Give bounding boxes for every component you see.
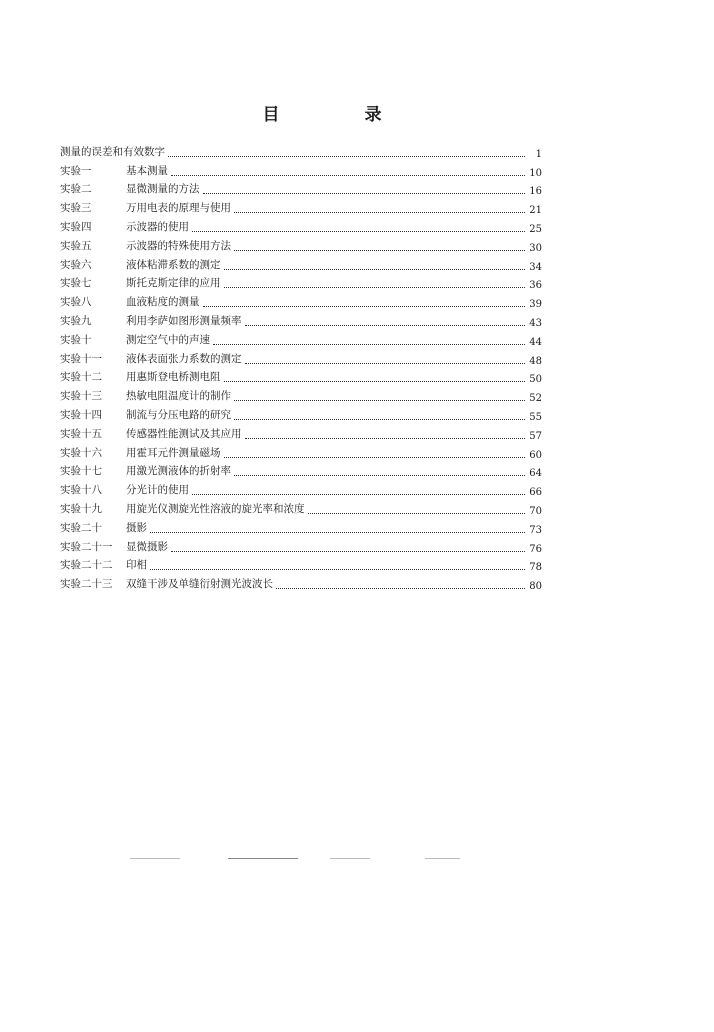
toc-entry-label: [60, 353, 242, 366]
toc-entry-title: 印相: [126, 559, 147, 572]
toc-entry-label: [60, 371, 221, 384]
toc-entry-label: [60, 202, 231, 215]
toc-entry-title: 用激光测液体的折射率: [126, 465, 231, 478]
toc-entry-label: [60, 428, 242, 441]
toc-entry-title: 用霍耳元件测量磁场: [126, 446, 221, 459]
dot-leader: [224, 276, 526, 288]
dot-leader: [245, 427, 526, 439]
toc-entry-title: 测定空气中的声速: [126, 333, 210, 346]
toc-entry-label: [60, 390, 231, 403]
toc-entry: [60, 441, 542, 460]
scan-artifact-line: [228, 858, 298, 859]
toc-entry-page: 21: [529, 205, 542, 217]
toc-entry: [60, 196, 542, 215]
toc-entry-title: 示波器的特殊使用方法: [126, 239, 231, 252]
toc-entry: [60, 535, 542, 554]
toc-entry-number: 实验六: [60, 258, 92, 271]
toc-entry-label: [60, 296, 200, 309]
toc-entry-title: 传感器性能测试及其应用: [126, 427, 242, 440]
toc-entry-label: [60, 409, 231, 422]
toc-entry-title: 血液粘度的测量: [126, 296, 200, 309]
dot-leader: [234, 239, 525, 251]
toc-entry-page: 57: [529, 430, 542, 442]
toc-entry-page: 48: [529, 355, 542, 367]
dot-leader: [150, 558, 525, 570]
toc-entry-number: 实验四: [60, 220, 92, 233]
toc-entry-title: 用旋光仪测旋光性溶液的旋光率和浓度: [126, 502, 305, 515]
toc-entry-number: 实验二: [60, 183, 92, 196]
toc-entry-label: [60, 484, 189, 497]
scan-artifact-line: [330, 858, 370, 859]
toc-entry-label: [60, 165, 168, 178]
toc-entry: [60, 253, 542, 272]
toc-entry-title: 用惠斯登电桥测电阻: [126, 371, 221, 384]
toc-entry-number: 实验二十三: [60, 578, 113, 591]
toc-entry-page: 76: [529, 543, 542, 555]
toc-entry-number: 实验五: [60, 239, 92, 252]
toc-entry-label: [60, 146, 165, 159]
toc-entry-number: 实验十三: [60, 390, 102, 403]
toc-entry-label: [60, 183, 200, 196]
toc-entry-page: 80: [529, 581, 542, 593]
toc-entry-number: 实验十一: [60, 352, 102, 365]
dot-leader: [171, 540, 525, 552]
toc-entry: [60, 328, 542, 347]
toc-entry-page: 34: [529, 261, 542, 273]
toc-entry-number: 实验七: [60, 277, 92, 290]
toc-entry-title: 摄影: [126, 521, 147, 534]
toc-entry: [60, 234, 542, 253]
toc-entry-page: 43: [529, 317, 542, 329]
toc-entry-page: 25: [529, 223, 542, 235]
toc-entry-number: 实验三: [60, 202, 92, 215]
toc-entry-page: 30: [529, 242, 542, 254]
toc-entry-number: 实验十六: [60, 446, 102, 459]
page-title: 目 录: [262, 105, 416, 125]
toc-entry: [60, 366, 542, 385]
toc-entry: [60, 290, 542, 309]
dot-leader: [224, 258, 526, 270]
toc-entry: [60, 554, 542, 573]
toc-entry-number: 实验一: [60, 164, 92, 177]
toc-entry-page: 70: [529, 505, 542, 517]
toc-entry-title: 斯托克斯定律的应用: [126, 277, 221, 290]
toc-entry-title: 分光计的使用: [126, 484, 189, 497]
toc-entry-number: 实验十四: [60, 408, 102, 421]
toc-entry-page: 50: [529, 374, 542, 386]
toc-entry-page: 1: [535, 148, 542, 160]
toc-entry: [60, 478, 542, 497]
dot-leader: [171, 164, 525, 176]
toc-entry-title: 液体表面张力系数的测定: [126, 352, 242, 365]
dot-leader: [245, 352, 526, 364]
toc-entry-number: 实验八: [60, 296, 92, 309]
toc-entry: [60, 272, 542, 291]
toc-entry: [60, 516, 542, 535]
toc-entry-page: 16: [529, 186, 542, 198]
toc-entry: [60, 460, 542, 479]
dot-leader: [308, 502, 526, 514]
toc-entry-page: 10: [529, 167, 542, 179]
dot-leader: [224, 370, 526, 382]
dot-leader: [276, 577, 525, 589]
toc-entry-label: [60, 221, 189, 234]
toc-entry-title: 基本测量: [126, 164, 168, 177]
toc-entry-title: 双缝干涉及单缝衍射测光波波长: [126, 578, 273, 591]
toc-entry-number: 实验二十: [60, 521, 102, 534]
toc-entry-title: 显微摄影: [126, 540, 168, 553]
dot-leader: [245, 314, 526, 326]
toc-entry-title: 液体粘滞系数的测定: [126, 258, 221, 271]
toc-entry-label: [60, 559, 147, 572]
dot-leader: [203, 182, 526, 194]
toc-entry-number: 实验十九: [60, 502, 102, 515]
dot-leader: [192, 483, 525, 495]
toc-entry-page: 39: [529, 299, 542, 311]
dot-leader: [213, 333, 525, 345]
toc-entry-page: 78: [529, 562, 542, 574]
toc-entry-title: 利用李萨如图形测量频率: [126, 314, 242, 327]
toc-entry-label: [60, 541, 168, 554]
toc-entry: [60, 215, 542, 234]
toc-entry-title: 热敏电阻温度计的制作: [126, 390, 231, 403]
toc-entry: [60, 497, 542, 516]
toc-entry: [60, 422, 542, 441]
toc-entry-number: 实验十七: [60, 465, 102, 478]
toc-entry-label: [60, 578, 273, 591]
dot-leader: [234, 464, 525, 476]
toc-entry-label: [60, 240, 231, 253]
toc-entry: [60, 159, 542, 178]
toc-entry-number: 实验十: [60, 333, 92, 346]
toc-entry-number: 实验十五: [60, 427, 102, 440]
dot-leader: [192, 220, 525, 232]
scan-artifact-line: [425, 858, 460, 859]
toc-entry-page: 52: [529, 393, 542, 405]
toc-entry-label: [60, 465, 231, 478]
toc-entry-label: [60, 315, 242, 328]
toc-entry: [60, 309, 542, 328]
toc-entry: [60, 384, 542, 403]
toc-entry-title: 测量的误差和有效数字: [60, 145, 165, 158]
toc-entry-label: [60, 503, 305, 516]
toc-entry-page: 60: [529, 449, 542, 461]
dot-leader: [150, 521, 525, 533]
toc-entry-label: [60, 522, 147, 535]
toc-entry-page: 44: [529, 336, 542, 348]
toc-entry-number: 实验二十一: [60, 540, 113, 553]
dot-leader: [224, 446, 526, 458]
toc-entry-number: 实验十八: [60, 484, 102, 497]
toc-entry-number: 实验十二: [60, 371, 102, 384]
toc-entry-title: 制流与分压电路的研究: [126, 408, 231, 421]
toc-entry-title: 万用电表的原理与使用: [126, 202, 231, 215]
toc-entry-page: 66: [529, 487, 542, 499]
dot-leader: [203, 295, 526, 307]
toc-entry-title: 显微测量的方法: [126, 183, 200, 196]
dot-leader: [234, 389, 525, 401]
toc-entry: [60, 178, 542, 197]
toc-entry-label: [60, 259, 221, 272]
toc-entry: [60, 347, 542, 366]
toc-entry-page: 55: [529, 411, 542, 423]
toc-entry: [60, 572, 542, 591]
toc-entry-page: 36: [529, 280, 542, 292]
toc-entry: [60, 403, 542, 422]
table-of-contents: [60, 140, 542, 591]
toc-entry-title: 示波器的使用: [126, 220, 189, 233]
dot-leader: [234, 408, 525, 420]
toc-entry-number: 实验九: [60, 314, 92, 327]
toc-entry-page: 64: [529, 468, 542, 480]
toc-entry-label: [60, 334, 210, 347]
toc-entry-number: 实验二十二: [60, 559, 113, 572]
toc-entry-page: 73: [529, 524, 542, 536]
dot-leader: [234, 201, 525, 213]
toc-entry-label: [60, 447, 221, 460]
scan-artifact-line: [130, 858, 180, 859]
toc-entry: [60, 140, 542, 159]
dot-leader: [168, 145, 525, 157]
toc-entry-label: [60, 277, 221, 290]
